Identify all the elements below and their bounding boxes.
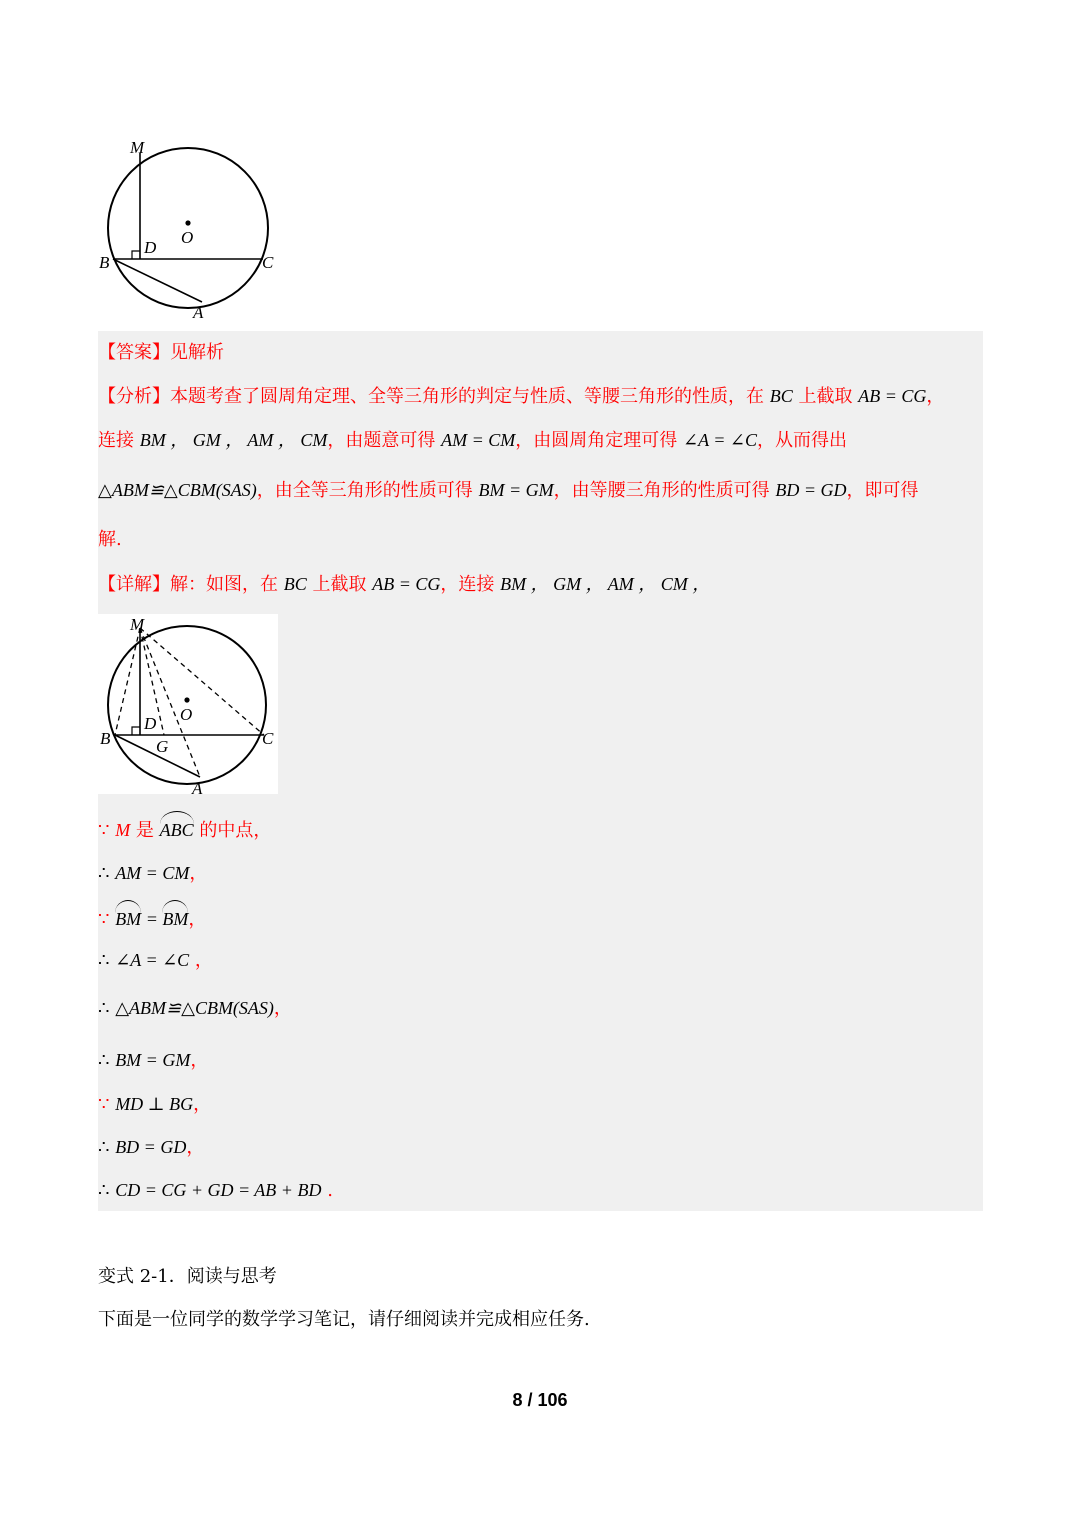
analysis-text: ，从而得出	[757, 430, 847, 451]
proof-step-7	[98, 1092, 211, 1117]
analysis-text: 连接	[98, 430, 134, 451]
therefore-symbol: ∴	[98, 1137, 110, 1158]
detail-line	[98, 572, 710, 597]
analysis-text: ，由题意可得	[327, 430, 436, 451]
therefore-symbol: ∴	[98, 1180, 110, 1201]
label-b: B	[100, 729, 111, 748]
detail-tag: 【详解】	[98, 574, 170, 595]
label-b: B	[99, 253, 110, 272]
dashed-ma	[140, 628, 200, 777]
punctuation: ，	[190, 1050, 209, 1071]
analysis-text: 解.	[98, 529, 122, 550]
label-m: M	[130, 138, 145, 157]
geometry-figure-1	[96, 135, 286, 325]
analysis-line-2	[98, 428, 847, 453]
proof-step-2	[98, 861, 207, 886]
variant-body: 下面是一位同学的数学学习笔记，请仔细阅读并完成相应任务.	[98, 1309, 590, 1330]
therefore-symbol: ∴	[98, 1050, 110, 1071]
proof-step-5	[98, 996, 292, 1021]
analysis-tag: 【分析】	[98, 386, 170, 407]
math-am-cm: AM = CM	[115, 863, 190, 883]
detail-text: 上截取	[312, 574, 367, 595]
math-bc: BC	[283, 574, 307, 594]
math-equals: =	[141, 909, 163, 929]
punctuation: ，	[189, 863, 208, 884]
label-m: M	[130, 615, 145, 634]
label-o: O	[181, 228, 194, 247]
analysis-text: ，即可得	[846, 480, 919, 501]
right-angle-mark	[132, 251, 140, 259]
math-cd-conclusion: CD = CG + GD = AB + BD	[115, 1180, 322, 1200]
answer-line	[98, 341, 224, 365]
because-symbol: ∵	[98, 820, 110, 841]
math-congruence: △ABM≌△CBM(SAS)	[115, 998, 274, 1018]
punctuation: ，	[926, 386, 945, 407]
label-g: G	[156, 737, 169, 756]
math-ab-cg: AB = CG	[372, 574, 441, 594]
center-dot	[185, 220, 190, 225]
analysis-text: ，由圆周角定理可得	[515, 430, 678, 451]
therefore-symbol: ∴	[98, 863, 110, 884]
proof-step-9	[98, 1178, 333, 1203]
analysis-text: ，由等腰三角形的性质可得	[553, 480, 770, 501]
proof-step-4	[98, 948, 213, 973]
math-bc: BC	[769, 386, 793, 406]
math-segments: BM ， GM ， AM ， CM	[139, 430, 328, 450]
analysis-text: ，由全等三角形的性质可得	[256, 480, 473, 501]
therefore-symbol: ∴	[98, 950, 110, 971]
arc-bm: BM	[162, 909, 189, 929]
analysis-line-3	[98, 478, 918, 503]
math-m: M	[115, 820, 131, 840]
label-c: C	[262, 253, 274, 272]
math-perpendicular: MD ⊥ BG	[115, 1094, 194, 1114]
punctuation: ，	[194, 950, 213, 971]
because-symbol: ∵	[98, 1094, 110, 1115]
label-a: A	[193, 303, 204, 322]
label-a: A	[192, 779, 203, 798]
analysis-line-4	[98, 528, 122, 552]
center-dot	[184, 697, 189, 702]
math-segments: BM ， GM ， AM ， CM ，	[500, 574, 711, 594]
math-angle-eq: ∠A = ∠C	[683, 430, 757, 450]
geometry-figure-2	[98, 614, 278, 798]
math-am-cm: AM = CM	[441, 430, 516, 450]
proof-step-3	[98, 907, 206, 932]
proof-step-1	[98, 818, 271, 843]
proof-text: 是	[135, 820, 154, 841]
arc-bm: BM	[115, 909, 142, 929]
proof-text: 的中点，	[199, 820, 272, 841]
answer-text: 见解析	[170, 342, 224, 363]
math-angle-eq: ∠A = ∠C	[115, 950, 190, 970]
because-symbol: ∵	[98, 909, 110, 930]
label-d: D	[144, 714, 157, 733]
analysis-text: 上截取	[798, 386, 853, 407]
label-o: O	[180, 705, 193, 724]
math-bd-gd: BD = GD	[115, 1137, 187, 1157]
punctuation: ，	[188, 909, 207, 930]
therefore-symbol: ∴	[98, 998, 110, 1019]
punctuation: .	[327, 1180, 333, 1201]
punctuation: ，	[273, 998, 292, 1019]
analysis-line-1	[98, 384, 944, 409]
proof-step-6	[98, 1048, 208, 1073]
math-bd-gd: BD = GD	[775, 480, 847, 500]
right-angle-mark	[132, 727, 140, 735]
detail-text: ，连接	[440, 574, 495, 595]
math-bm-gm: BM = GM	[115, 1050, 191, 1070]
arc-abc: ABC	[159, 820, 194, 840]
punctuation: ，	[193, 1094, 212, 1115]
math-congruence: △ABM≌△CBM(SAS)	[98, 480, 257, 500]
punctuation: ，	[186, 1137, 205, 1158]
math-bm-gm: BM = GM	[478, 480, 554, 500]
dashed-mc	[140, 628, 264, 735]
variant-title: 变式 2-1．阅读与思考	[98, 1266, 277, 1287]
page-number: 8 / 106	[512, 1390, 568, 1410]
detail-text: 解：如图，在	[170, 574, 278, 595]
proof-step-8	[98, 1135, 204, 1160]
analysis-text: 本题考查了圆周角定理、全等三角形的判定与性质、等腰三角形的性质，在	[170, 386, 764, 407]
label-d: D	[144, 238, 157, 257]
label-c: C	[262, 729, 274, 748]
answer-tag: 【答案】	[98, 342, 170, 363]
math-ab-cg: AB = CG	[858, 386, 927, 406]
